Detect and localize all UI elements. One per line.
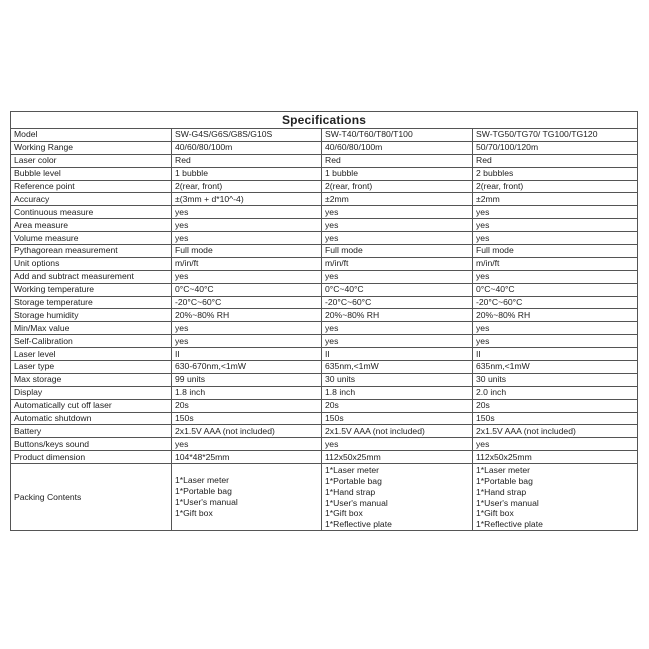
row-value: m/in/ft — [172, 257, 322, 270]
row-value: yes — [473, 438, 638, 451]
row-value: Red — [322, 154, 473, 167]
table-row — [11, 309, 638, 322]
table-row — [11, 335, 638, 348]
row-label: Self-Calibration — [11, 335, 172, 348]
row-value: 0°C~40°C — [473, 283, 638, 296]
table-row — [11, 270, 638, 283]
row-value: yes — [322, 335, 473, 348]
row-label: Laser type — [11, 361, 172, 374]
row-value: yes — [473, 219, 638, 232]
row-label: Automatic shutdown — [11, 412, 172, 425]
row-value: yes — [473, 322, 638, 335]
row-value: 104*48*25mm — [172, 451, 322, 464]
row-value: yes — [172, 322, 322, 335]
row-value: II — [322, 348, 473, 361]
row-value: 630-670nm,<1mW — [172, 361, 322, 374]
row-value: yes — [322, 322, 473, 335]
table-row — [11, 425, 638, 438]
row-value: 20%~80% RH — [322, 309, 473, 322]
row-value: 635nm,<1mW — [473, 361, 638, 374]
row-value: yes — [172, 232, 322, 245]
row-value: 2(rear, front) — [473, 180, 638, 193]
row-value: -20°C~60°C — [473, 296, 638, 309]
row-label: Pythagorean measurement — [11, 245, 172, 258]
table-row — [11, 322, 638, 335]
row-value: yes — [473, 335, 638, 348]
row-value: 50/70/100/120m — [473, 141, 638, 154]
row-value: ±2mm — [322, 193, 473, 206]
row-value: 1 bubble — [172, 167, 322, 180]
row-value: 150s — [322, 412, 473, 425]
row-value: 40/60/80/100m — [322, 141, 473, 154]
packing-list — [322, 464, 473, 531]
row-label: Product dimension — [11, 451, 172, 464]
row-value: 112x50x25mm — [473, 451, 638, 464]
row-label: Laser color — [11, 154, 172, 167]
row-value: yes — [322, 270, 473, 283]
row-value: 2 bubbles — [473, 167, 638, 180]
table-row — [11, 219, 638, 232]
row-label: Max storage — [11, 373, 172, 386]
table-row — [11, 180, 638, 193]
row-label: Working Range — [11, 141, 172, 154]
table-row — [11, 399, 638, 412]
header-cell: SW-TG50/TG70/ TG100/TG120 — [473, 129, 638, 142]
row-value: yes — [172, 335, 322, 348]
row-value: 99 units — [172, 373, 322, 386]
packing-item: 1*Portable bag — [476, 475, 533, 486]
row-value: II — [473, 348, 638, 361]
row-value: -20°C~60°C — [322, 296, 473, 309]
row-value: 30 units — [322, 373, 473, 386]
packing-item: 1*Gift box — [476, 508, 514, 519]
table-row — [11, 167, 638, 180]
row-label: Continuous measure — [11, 206, 172, 219]
row-label: Bubble level — [11, 167, 172, 180]
row-label: Area measure — [11, 219, 172, 232]
row-value: yes — [322, 206, 473, 219]
row-value: ±(3mm + d*10^-4) — [172, 193, 322, 206]
row-label: Buttons/keys sound — [11, 438, 172, 451]
table-row — [11, 193, 638, 206]
row-value: yes — [172, 206, 322, 219]
table-row — [11, 245, 638, 258]
row-value: yes — [473, 232, 638, 245]
row-value: 0°C~40°C — [322, 283, 473, 296]
row-label: Min/Max value — [11, 322, 172, 335]
table-row — [11, 141, 638, 154]
table-row — [11, 438, 638, 451]
header-cell: SW-T40/T60/T80/T100 — [322, 129, 473, 142]
row-value: 2x1.5V AAA (not included) — [473, 425, 638, 438]
header-row — [11, 129, 638, 142]
row-value: 0°C~40°C — [172, 283, 322, 296]
row-label: Unit options — [11, 257, 172, 270]
row-value: yes — [322, 232, 473, 245]
row-label: Battery — [11, 425, 172, 438]
row-label: Storage humidity — [11, 309, 172, 322]
packing-item: 1*Gift box — [175, 507, 213, 518]
packing-row — [11, 464, 638, 531]
table-row — [11, 232, 638, 245]
row-value: 635nm,<1mW — [322, 361, 473, 374]
row-value: II — [172, 348, 322, 361]
packing-list — [172, 464, 322, 531]
table-row — [11, 154, 638, 167]
packing-item: 1*Laser meter — [476, 465, 530, 476]
row-value: Full mode — [473, 245, 638, 258]
header-cell: Model — [11, 129, 172, 142]
table-row — [11, 373, 638, 386]
row-value: 150s — [172, 412, 322, 425]
row-value: m/in/ft — [473, 257, 638, 270]
row-value: 20s — [473, 399, 638, 412]
row-label: Laser level — [11, 348, 172, 361]
table-row — [11, 451, 638, 464]
row-label: Volume measure — [11, 232, 172, 245]
table-title-row — [11, 112, 638, 129]
row-value: 150s — [473, 412, 638, 425]
row-value: Red — [172, 154, 322, 167]
row-value: 30 units — [473, 373, 638, 386]
row-value: 1.8 inch — [322, 386, 473, 399]
packing-item: 1*Hand strap — [325, 486, 376, 497]
row-value: 20s — [322, 399, 473, 412]
row-value: 40/60/80/100m — [172, 141, 322, 154]
row-value: 112x50x25mm — [322, 451, 473, 464]
packing-item: 1*Hand strap — [476, 486, 527, 497]
row-value: yes — [172, 219, 322, 232]
table-row — [11, 412, 638, 425]
header-cell: SW-G4S/G6S/G8S/G10S — [172, 129, 322, 142]
row-value: yes — [172, 438, 322, 451]
row-value: 2.0 inch — [473, 386, 638, 399]
packing-list — [473, 464, 638, 531]
row-label: Add and subtract measurement — [11, 270, 172, 283]
row-value: 1.8 inch — [172, 386, 322, 399]
row-value: 20s — [172, 399, 322, 412]
packing-item: 1*Laser meter — [325, 465, 379, 476]
row-label: Display — [11, 386, 172, 399]
packing-item: 1*Portable bag — [325, 475, 382, 486]
table-row — [11, 348, 638, 361]
row-value: yes — [172, 270, 322, 283]
packing-item: 1*User's manual — [175, 497, 238, 508]
row-value: 20%~80% RH — [473, 309, 638, 322]
spec-body — [11, 141, 638, 530]
packing-label: Packing Contents — [11, 464, 172, 531]
table-row — [11, 361, 638, 374]
packing-item: 1*Portable bag — [175, 486, 232, 497]
spec-table-container — [10, 111, 637, 531]
row-value: Full mode — [172, 245, 322, 258]
row-value: 20%~80% RH — [172, 309, 322, 322]
packing-item: 1*User's manual — [325, 497, 388, 508]
row-value: -20°C~60°C — [172, 296, 322, 309]
spec-table — [10, 111, 638, 531]
table-row — [11, 296, 638, 309]
row-label: Automatically cut off laser — [11, 399, 172, 412]
table-row — [11, 386, 638, 399]
row-value: yes — [473, 270, 638, 283]
row-value: Red — [473, 154, 638, 167]
packing-item: 1*Reflective plate — [325, 519, 392, 530]
packing-item: 1*User's manual — [476, 497, 539, 508]
row-value: yes — [322, 438, 473, 451]
row-value: 2(rear, front) — [322, 180, 473, 193]
row-label: Working temperature — [11, 283, 172, 296]
packing-item: 1*Reflective plate — [476, 519, 543, 530]
row-label: Accuracy — [11, 193, 172, 206]
row-value: yes — [473, 206, 638, 219]
packing-item: 1*Laser meter — [175, 475, 229, 486]
table-title: Specifications — [11, 112, 638, 129]
row-value: Full mode — [322, 245, 473, 258]
row-value: yes — [322, 219, 473, 232]
row-label: Storage temperature — [11, 296, 172, 309]
table-row — [11, 283, 638, 296]
row-value: 1 bubble — [322, 167, 473, 180]
row-label: Reference point — [11, 180, 172, 193]
row-value: 2x1.5V AAA (not included) — [172, 425, 322, 438]
row-value: ±2mm — [473, 193, 638, 206]
table-row — [11, 206, 638, 219]
packing-item: 1*Gift box — [325, 508, 363, 519]
table-row — [11, 257, 638, 270]
row-value: m/in/ft — [322, 257, 473, 270]
row-value: 2(rear, front) — [172, 180, 322, 193]
row-value: 2x1.5V AAA (not included) — [322, 425, 473, 438]
